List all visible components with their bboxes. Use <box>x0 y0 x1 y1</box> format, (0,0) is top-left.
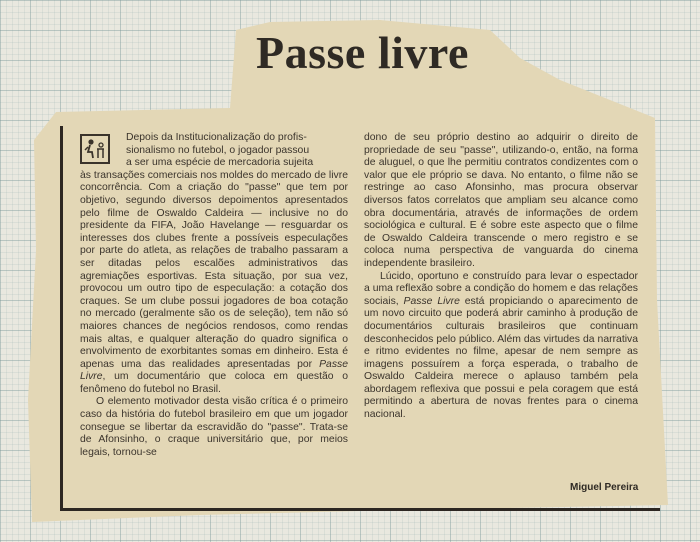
paragraph-1 <box>80 170 348 397</box>
wrap-line-2: sionalismo no futebol, o jogador passou <box>126 144 310 156</box>
paragraph-1-end: , um documentário que coloca em questão o fenômeno do futebol no Brasil. <box>80 371 348 395</box>
paragraph-1-text: às transações comerciais nos moldes do mercado de livre concorrência. Com a criação do "passe" que tem por objetivo, segundo diversos depoimentos apresentados pelo filme de Oswaldo Caldeira — inclusive no do presidente da FIFA, João Havelange — resguardar os interesses dos clubes frente a possíveis especulações por parte do atleta, as relações de trabalho passaram a ser ditadas pelos escalões administrativos das agremiações esportivas. Esta situação, por sua vez, provocou um outro tipo de especulação: a cotação dos craques. Se um clube possui jogadores de boa cotação no mercado (geralmente são os de seleção), tem não só maiores chances de negócios rendosos, como rendas mais altas, e qualquer alteração do quadro significa o envolvimento de exorbitantes somas em dinheiro. Esta é apenas uma das realidades apresentadas por <box>80 169 348 370</box>
paragraph-4 <box>364 271 638 422</box>
paragraph-3: dono de seu próprio destino ao adquirir o direito de propriedade de seu "passe", utilizando-o, então, na forma de aluguel, o que lhe permitiu contratos condizentes com o valor que ele próprio se dava. No entanto, o filme não se restringe ao caso Afonsinho, mas procura observar diversos fatos correlatos que ampliam seu alcance como obra documentária, através de informações de ordem sociológica e cultural. E é sobre este aspecto que o filme de Oswaldo Caldeira transcende o mero registro e se coloca numa perspectiva de vanguarda do cinema independente brasileiro. <box>364 132 638 269</box>
article-title: Passe livre <box>256 27 469 78</box>
wrap-line-1: Depois da Institucionalização do profis- <box>126 132 307 143</box>
wrap-line-3: a ser uma espécie de mercadoria sujeita <box>126 157 314 169</box>
film-title: Passe Livre <box>80 358 348 383</box>
article-frame-left-rule <box>60 126 63 511</box>
article-column-2 <box>364 132 638 422</box>
paragraph-2: O elemento motivador desta visão crítica é o primeiro caso da história do futebol brasileiro em que um jogador consegue se libertar da escravidão do "passe". Trata-se de Afonsinho, o craque universitário que, por meios legais, tornou-se <box>80 396 348 458</box>
author-signature: Miguel Pereira <box>570 482 639 493</box>
article-column-1 <box>80 132 348 459</box>
film-title: Passe Livre <box>403 295 460 307</box>
paragraph-4-text: Lúcido, oportuno e construído para levar o espectador a uma reflexão sobre a condição do homem e das relações sociais, <box>364 270 638 307</box>
article-frame-bottom-rule <box>60 508 660 511</box>
drop-wrap-lines <box>126 132 348 170</box>
paragraph-4-end: está propiciando o aparecimento de um novo circuito que poderá abrir caminho à produção de documentários culturais brasileiros que continuam desconhecidos pelo público. Além das virtudes da narrativa e ritmo evidentes no filme, apesar de nem sempre as imagens possuírem a força esperada, o trabalho de Oswaldo Caldeira merece o aplauso também pela abordagem reflexiva que possui e pela coragem que está permitindo a abertura de novas frentes para o cinema nacional. <box>364 295 638 421</box>
